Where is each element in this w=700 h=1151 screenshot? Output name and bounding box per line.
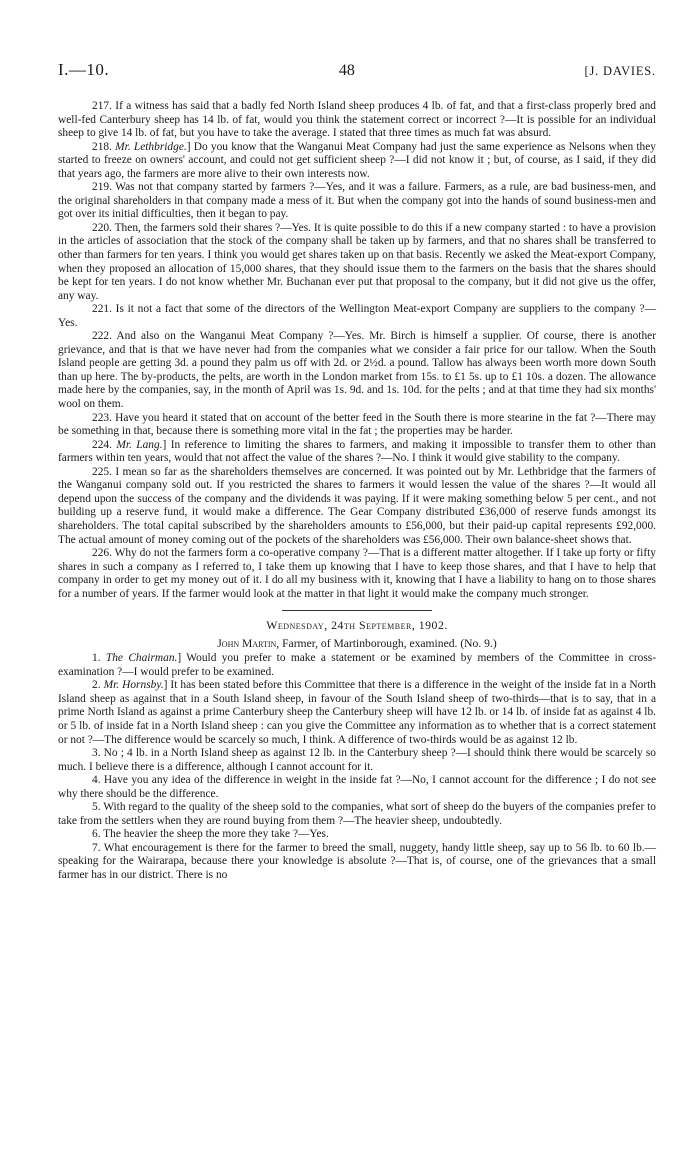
page-number: 48 bbox=[338, 62, 355, 79]
question-226: 226. Why do not the farmers form a co-operative company ?—That is a different matter altogether. If I take up forty or fifty shares in such a company as I referred to, I take them up knowing that I have to keep those shares, and that I have to help that company in order to get my money out of it. I do all my business with it, knowing that I have a liability to hang on to those shares for a number of years. If the farmer would look at the matter in that light it would make the company much stronger. bbox=[58, 547, 656, 600]
question-219: 219. Was not that company started by farmers ?—Yes, and it was a failure. Farmers, as a rule, are bad business-men, and the original shareholders in that company made a mess of it. But when the company got into the hands of sound business-men and got over its initial difficulties, then it began to pay. bbox=[58, 181, 656, 221]
question-223: 223. Have you heard it stated that on account of the better feed in the South there is more stearine in the fat ?—There may be something in that, because there is something more vital in the fat ; the properties may be harder. bbox=[58, 411, 656, 438]
question-225: 225. I mean so far as the shareholders themselves are concerned. It was pointed out by Mr. Lethbridge that the farmers of the Wanganui company sold out. If you restricted the shares to farmers it would lessen the value of the shares ?—It would all depend upon the success of the company and the dividends it was paying. If it were making something below 5 per cent., and not building up a reserve fund, it would make a difference. The Gear Company distributed £36,000 of reserve funds amongst its shareholders. The total capital subscribed by the shareholders amounts to £56,000, but their paid-up capital represents £92,000. The actual amount of money coming out of the pockets of the shareholders was £56,000. Their own balance-sheet shows that. bbox=[58, 465, 656, 546]
question-218: 218. Mr. Lethbridge.] Do you know that the Wanganui Meat Company had just the same experience as Nelsons when they started to freeze on owners' account, and could not get sufficient sheep ?—I did not know it ; but, of course, as I said, if they did that years ago, the farmers are more alive to their own interests now. bbox=[58, 140, 656, 180]
question-221: 221. Is it not a fact that some of the directors of the Wellington Meat-export Company are suppliers to the company ?—Yes. bbox=[58, 303, 656, 329]
question-1: 1. The Chairman.] Would you prefer to make a statement or be examined by members of the Committee in cross-examination ?—I would prefer to be examined. bbox=[58, 652, 657, 678]
question-4: 4. Have you any idea of the difference in weight in the inside fat ?—No, I cannot account for the difference ; I do not see why there should be the difference. bbox=[58, 774, 656, 800]
speaker-name: The Chairman. bbox=[105, 652, 178, 665]
evidence-section-1 bbox=[58, 100, 656, 601]
question-224: 224. Mr. Lang.] In reference to limiting the shares to farmers, and making it impossible to transfer them to other than farmers within ten years, would that not affect the value of the shares ?—No. I think it would give stability to the company. bbox=[58, 438, 656, 465]
page-header bbox=[58, 60, 656, 100]
question-2: 2. Mr. Hornsby.] It has been stated before this Committee that there is a difference in the weight of the inside fat in a North Island sheep as against that in a South Island sheep, in favour of the South Island sheep of two-thirds—that is to say, that in a prime North Island as against a prime Canterbury sheep the Canterbury sheep will have 12 lb. or 14 lb. of inside fat as against 4 lb. or 5 lb. of inside fat in a North Island sheep : can you give the Committee any information as to whether that is a correct statement or not ?—The difference would be scarcely so much, I think. A difference of two-thirds would be as against 12 lb. bbox=[58, 679, 656, 746]
speaker-name: Mr. Lang. bbox=[116, 438, 163, 451]
question-217: 217. If a witness has said that a badly fed North Island sheep produces 4 lb. of fat, and that a first-class properly bred and well-fed Canterbury sheep has 14 lb. of fat, would you think the statement correct or incorrect ?—It is possible for an individual sheep to give 14 lb. of fat, but you have to take the average. I stated that three times as much fat was absurd. bbox=[58, 100, 656, 140]
question-5: 5. With regard to the quality of the sheep sold to the companies, what sort of sheep do the buyers of the companies prefer to take from the settlers when they are round buying from them ?—The heavier sheep, undoubtedly. bbox=[58, 801, 656, 827]
speaker-name: Mr. Lethbridge. bbox=[115, 140, 187, 153]
document-body bbox=[58, 100, 656, 883]
section-divider bbox=[282, 610, 432, 611]
speaker-name: Mr. Hornsby. bbox=[103, 679, 164, 692]
question-222: 222. And also on the Wanganui Meat Company ?—Yes. Mr. Birch is himself a supplier. Of course, there is another grievance, and that is that we have never had from the companies what we consider a fair price for our tallow. When the South Island people are getting 3d. a pound they palm us off with 2d. or 2½d. a pound. Tallow has always been worth more down South than up here. The by-products, the pelts, are worth in the London market from 15s. to £1 5s. up to £1 10s. a dozen. The allowance made here by the companies, say, in the month of April was 1s. 9d. and 1s. 10d. for the pelts ; and at that time they had six months' wool on them. bbox=[58, 330, 656, 411]
witness-reference: [J. DAVIES. bbox=[584, 64, 656, 78]
sitting-date-heading: Wednesday, 24th September, 1902. bbox=[266, 618, 448, 633]
witness-name: John Martin bbox=[217, 637, 277, 651]
witness-description: , Farmer, of Martinborough, examined. (No. 9.) bbox=[276, 637, 497, 651]
witness-heading bbox=[58, 637, 656, 650]
paper-reference: I.—10. bbox=[58, 60, 110, 79]
question-6: 6. The heavier the sheep the more they take ?—Yes. bbox=[92, 828, 329, 841]
question-7: 7. What encouragement is there for the farmer to breed the small, nuggety, handy little sheep, say up to 56 lb. to 60 lb.—speaking for the Wairarapa, because there your knowledge is absolute ?—That is, of course, one of the grievances that a small farmer has in our district. There is no bbox=[58, 841, 656, 881]
question-3: 3. No ; 4 lb. in a North Island sheep as against 12 lb. in the Canterbury sheep ?—I should think there would be scarcely so much. I believe there is a difference, although I cannot account for it. bbox=[58, 747, 656, 773]
question-220: 220. Then, the farmers sold their shares ?—Yes. It is quite possible to do this if a new company started : to have a provision in the articles of association that the stock of the company shall be taken up by farmers, and that no shares shall be transferred to other than farmers for ten years. I think you would get shares taken up on that basis. Recently we asked the Meat-export Company, when they proposed an allocation of 15,000 shares, that they should issue them to the farmers on the basis that the shares should be kept for ten years. I do not know whether Mr. Buchanan ever put that proposal to the company, but it did not give us the offer, any way. bbox=[58, 221, 656, 302]
evidence-section-2 bbox=[58, 652, 656, 882]
